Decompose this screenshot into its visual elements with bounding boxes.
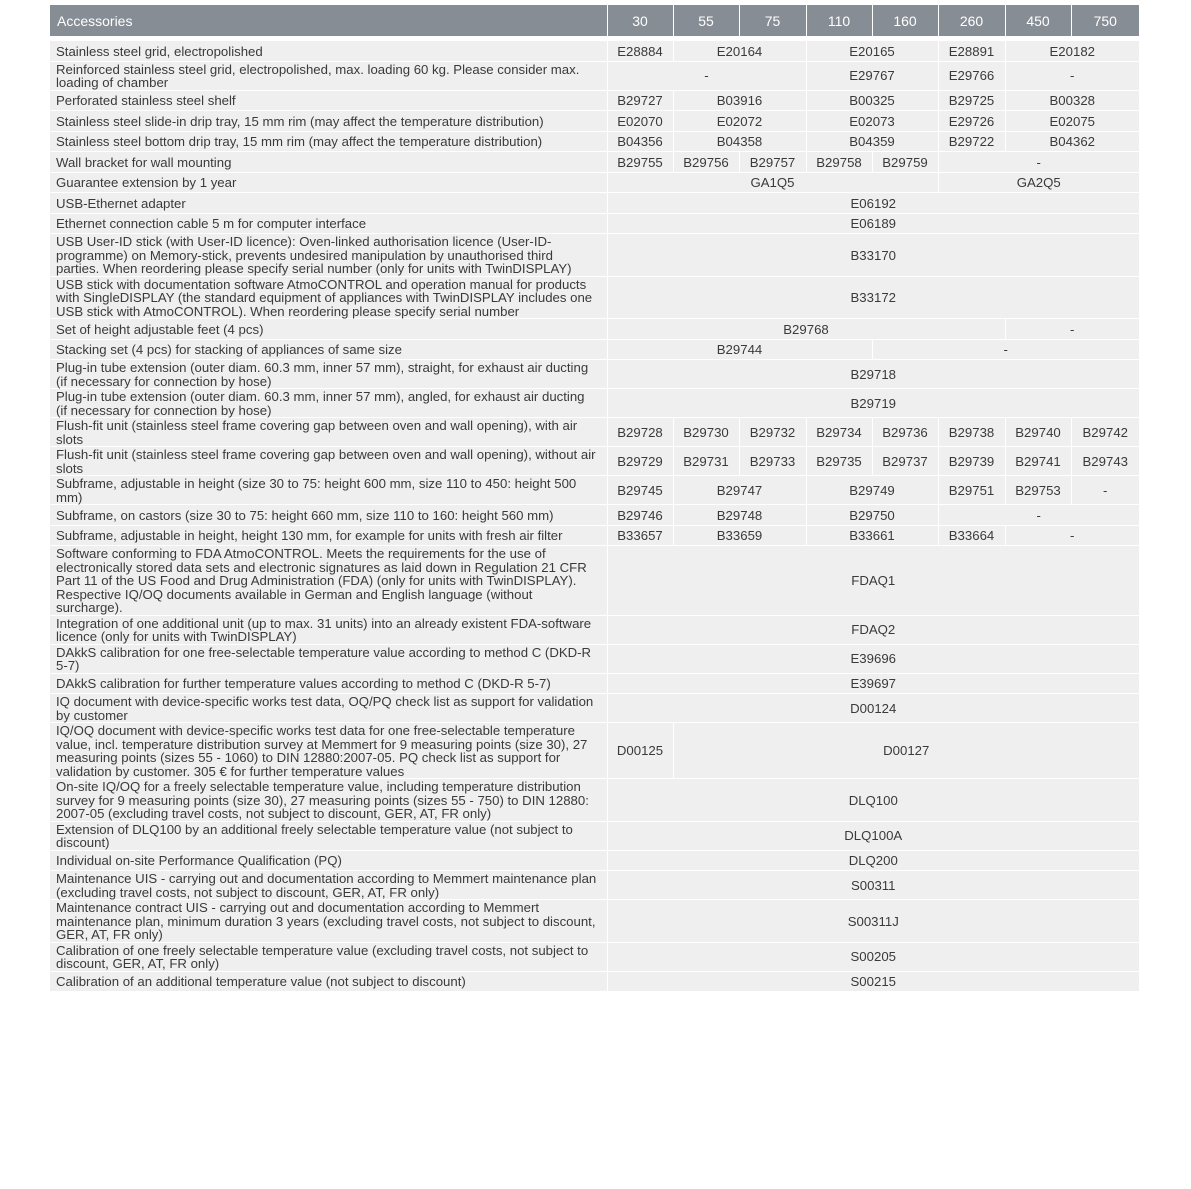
article-number-cell: B29730 bbox=[673, 418, 739, 447]
size-header-750: 750 bbox=[1071, 5, 1139, 36]
table-row bbox=[50, 694, 1139, 723]
accessory-description: Calibration of one freely selectable temperature value (excluding travel costs, not subject to discount, GER, AT, FR only) bbox=[50, 942, 607, 971]
accessories-table bbox=[50, 5, 1139, 992]
size-header-260: 260 bbox=[938, 5, 1005, 36]
article-number-cell: E39697 bbox=[607, 673, 1139, 694]
article-number-cell: B33664 bbox=[938, 525, 1005, 546]
article-number-cell: E06192 bbox=[607, 193, 1139, 214]
article-number-cell: B33659 bbox=[673, 525, 806, 546]
article-number-cell: B29757 bbox=[739, 152, 806, 173]
table-row bbox=[50, 193, 1139, 214]
article-number-cell: B29729 bbox=[607, 447, 673, 476]
article-number-cell: GA1Q5 bbox=[607, 172, 938, 193]
table-row bbox=[50, 546, 1139, 616]
table-row bbox=[50, 339, 1139, 360]
table-row bbox=[50, 850, 1139, 871]
table-row bbox=[50, 360, 1139, 389]
accessory-description: Subframe, on castors (size 30 to 75: height 660 mm, size 110 to 160: height 560 mm) bbox=[50, 505, 607, 526]
article-number-cell: B29725 bbox=[938, 90, 1005, 111]
table-row bbox=[50, 821, 1139, 850]
table-row bbox=[50, 505, 1139, 526]
table-row bbox=[50, 319, 1139, 340]
article-number-cell: B29732 bbox=[739, 418, 806, 447]
size-header-30: 30 bbox=[607, 5, 673, 36]
table-row bbox=[50, 942, 1139, 971]
table-header bbox=[50, 5, 1139, 41]
accessory-description: Flush-fit unit (stainless steel frame covering gap between oven and wall opening), with air slots bbox=[50, 418, 607, 447]
table-row bbox=[50, 900, 1139, 943]
article-number-cell: - bbox=[607, 61, 806, 90]
article-number-cell: E02070 bbox=[607, 111, 673, 132]
article-number-cell: - bbox=[938, 505, 1139, 526]
table-row bbox=[50, 61, 1139, 90]
table-row bbox=[50, 172, 1139, 193]
accessory-description: Flush-fit unit (stainless steel frame covering gap between oven and wall opening), without air slots bbox=[50, 447, 607, 476]
accessory-description: Integration of one additional unit (up to max. 31 units) into an already existent FDA-software licence (only for units with TwinDISPLAY) bbox=[50, 615, 607, 644]
accessory-description: Wall bracket for wall mounting bbox=[50, 152, 607, 173]
table-row bbox=[50, 779, 1139, 822]
article-number-cell: B29744 bbox=[607, 339, 872, 360]
accessory-description: Ethernet connection cable 5 m for computer interface bbox=[50, 213, 607, 234]
table-row bbox=[50, 644, 1139, 673]
table-row bbox=[50, 213, 1139, 234]
article-number-cell: E02073 bbox=[806, 111, 938, 132]
article-number-cell: B29753 bbox=[1005, 476, 1071, 505]
article-number-cell: B29756 bbox=[673, 152, 739, 173]
table-row bbox=[50, 525, 1139, 546]
article-number-cell: E29726 bbox=[938, 111, 1005, 132]
accessory-description: Subframe, adjustable in height, height 130 mm, for example for units with fresh air filter bbox=[50, 525, 607, 546]
article-number-cell: B29733 bbox=[739, 447, 806, 476]
article-number-cell: B00325 bbox=[806, 90, 938, 111]
article-number-cell: B33657 bbox=[607, 525, 673, 546]
article-number-cell: B33661 bbox=[806, 525, 938, 546]
accessory-description: USB-Ethernet adapter bbox=[50, 193, 607, 214]
article-number-cell: B29722 bbox=[938, 131, 1005, 152]
article-number-cell: - bbox=[938, 152, 1139, 173]
accessory-description: Maintenance UIS - carrying out and documentation according to Memmert maintenance plan (excluding travel costs, not subject to discount, GER, AT, FR only) bbox=[50, 871, 607, 900]
table-row bbox=[50, 152, 1139, 173]
article-number-cell: B04358 bbox=[673, 131, 806, 152]
article-number-cell: E20164 bbox=[673, 41, 806, 62]
article-number-cell: B29747 bbox=[673, 476, 806, 505]
article-number-cell: E20165 bbox=[806, 41, 938, 62]
accessory-description: IQ document with device-specific works test data, OQ/PQ check list as support for validation by customer bbox=[50, 694, 607, 723]
article-number-cell: B29741 bbox=[1005, 447, 1071, 476]
table-row bbox=[50, 276, 1139, 319]
article-number-cell: D00124 bbox=[607, 694, 1139, 723]
accessory-description: Reinforced stainless steel grid, electropolished, max. loading 60 kg. Please consider max. loading of chamber bbox=[50, 61, 607, 90]
article-number-cell: DLQ100 bbox=[607, 779, 1139, 822]
header-title: Accessories bbox=[50, 5, 607, 36]
accessory-description: Set of height adjustable feet (4 pcs) bbox=[50, 319, 607, 340]
accessory-description: Plug-in tube extension (outer diam. 60.3 mm, inner 57 mm), straight, for exhaust air ducting (if necessary for connection by hose) bbox=[50, 360, 607, 389]
table-row bbox=[50, 723, 1139, 779]
article-number-cell: B29759 bbox=[872, 152, 938, 173]
table-row bbox=[50, 234, 1139, 277]
article-number-cell: B29719 bbox=[607, 389, 1139, 418]
article-number-cell: B29738 bbox=[938, 418, 1005, 447]
table-row bbox=[50, 131, 1139, 152]
accessory-description: Subframe, adjustable in height (size 30 to 75: height 600 mm, size 110 to 450: height 500 mm) bbox=[50, 476, 607, 505]
article-number-cell: B29739 bbox=[938, 447, 1005, 476]
accessory-description: DAkkS calibration for further temperature values according to method C (DKD-R 5-7) bbox=[50, 673, 607, 694]
article-number-cell: B29751 bbox=[938, 476, 1005, 505]
article-number-cell: - bbox=[1005, 525, 1139, 546]
article-number-cell: S00205 bbox=[607, 942, 1139, 971]
article-number-cell: B33172 bbox=[607, 276, 1139, 319]
accessory-description: Stainless steel bottom drip tray, 15 mm rim (may affect the temperature distribution) bbox=[50, 131, 607, 152]
size-header-55: 55 bbox=[673, 5, 739, 36]
size-header-110: 110 bbox=[806, 5, 872, 36]
article-number-cell: B29731 bbox=[673, 447, 739, 476]
article-number-cell: B04359 bbox=[806, 131, 938, 152]
article-number-cell: B29750 bbox=[806, 505, 938, 526]
size-header-75: 75 bbox=[739, 5, 806, 36]
article-number-cell: B04356 bbox=[607, 131, 673, 152]
accessory-description: Calibration of an additional temperature value (not subject to discount) bbox=[50, 971, 607, 992]
table-row bbox=[50, 111, 1139, 132]
article-number-cell: B29727 bbox=[607, 90, 673, 111]
accessory-description: Perforated stainless steel shelf bbox=[50, 90, 607, 111]
table-row bbox=[50, 41, 1139, 62]
article-number-cell: E29766 bbox=[938, 61, 1005, 90]
article-number-cell: B29743 bbox=[1071, 447, 1139, 476]
accessory-description: USB User-ID stick (with User-ID licence): Oven-linked authorisation licence (User-ID-programme) on Memory-stick, prevents undesired manipulation by unauthorised third parties. When reordering please specify serial number (only for units with TwinDISPLAY) bbox=[50, 234, 607, 277]
article-number-cell: GA2Q5 bbox=[938, 172, 1139, 193]
article-number-cell: FDAQ2 bbox=[607, 615, 1139, 644]
article-number-cell: S00311J bbox=[607, 900, 1139, 943]
article-number-cell: B29735 bbox=[806, 447, 872, 476]
article-number-cell: - bbox=[1005, 61, 1139, 90]
article-number-cell: B29736 bbox=[872, 418, 938, 447]
article-number-cell: E29767 bbox=[806, 61, 938, 90]
article-number-cell: B04362 bbox=[1005, 131, 1139, 152]
article-number-cell: E06189 bbox=[607, 213, 1139, 234]
size-header-160: 160 bbox=[872, 5, 938, 36]
article-number-cell: E20182 bbox=[1005, 41, 1139, 62]
article-number-cell: B33170 bbox=[607, 234, 1139, 277]
article-number-cell: B29768 bbox=[607, 319, 1005, 340]
article-number-cell: DLQ200 bbox=[607, 850, 1139, 871]
article-number-cell: B29728 bbox=[607, 418, 673, 447]
accessory-description: Maintenance contract UIS - carrying out and documentation according to Memmert maintenance plan, minimum duration 3 years (excluding travel costs, not subject to discount, GER, AT, FR only) bbox=[50, 900, 607, 943]
accessory-description: Plug-in tube extension (outer diam. 60.3 mm, inner 57 mm), angled, for exhaust air ducting (if necessary for connection by hose) bbox=[50, 389, 607, 418]
article-number-cell: B29749 bbox=[806, 476, 938, 505]
accessory-description: Individual on-site Performance Qualification (PQ) bbox=[50, 850, 607, 871]
size-header-450: 450 bbox=[1005, 5, 1071, 36]
article-number-cell: B00328 bbox=[1005, 90, 1139, 111]
article-number-cell: E28891 bbox=[938, 41, 1005, 62]
article-number-cell: B29755 bbox=[607, 152, 673, 173]
table-row bbox=[50, 447, 1139, 476]
article-number-cell: B29734 bbox=[806, 418, 872, 447]
article-number-cell: B29742 bbox=[1071, 418, 1139, 447]
accessory-description: Stainless steel slide-in drip tray, 15 mm rim (may affect the temperature distribution) bbox=[50, 111, 607, 132]
article-number-cell: S00215 bbox=[607, 971, 1139, 992]
header-row bbox=[50, 5, 1139, 36]
table-row bbox=[50, 673, 1139, 694]
article-number-cell: - bbox=[872, 339, 1139, 360]
article-number-cell: FDAQ1 bbox=[607, 546, 1139, 616]
table-row bbox=[50, 90, 1139, 111]
table-row bbox=[50, 418, 1139, 447]
table-body bbox=[50, 41, 1139, 992]
article-number-cell: B03916 bbox=[673, 90, 806, 111]
article-number-cell: E39696 bbox=[607, 644, 1139, 673]
article-number-cell: E28884 bbox=[607, 41, 673, 62]
article-number-cell: E02075 bbox=[1005, 111, 1139, 132]
article-number-cell: B29718 bbox=[607, 360, 1139, 389]
article-number-cell: - bbox=[1005, 319, 1139, 340]
article-number-cell: B29740 bbox=[1005, 418, 1071, 447]
accessory-description: Guarantee extension by 1 year bbox=[50, 172, 607, 193]
article-number-cell: B29748 bbox=[673, 505, 806, 526]
table-row bbox=[50, 871, 1139, 900]
accessory-description: Extension of DLQ100 by an additional freely selectable temperature value (not subject to discount) bbox=[50, 821, 607, 850]
article-number-cell: B29758 bbox=[806, 152, 872, 173]
accessory-description: Stainless steel grid, electropolished bbox=[50, 41, 607, 62]
accessory-description: Software conforming to FDA AtmoCONTROL. Meets the requirements for the use of electronically stored data sets and electronic signatures as laid down in Regulation 21 CFR Part 11 of the US Food and Drug Administration (FDA) (only for units with TwinDISPLAY). Respective IQ/OQ documents available in German and English language (without surcharge). bbox=[50, 546, 607, 616]
article-number-cell: B29737 bbox=[872, 447, 938, 476]
table-row bbox=[50, 476, 1139, 505]
article-number-cell: B29746 bbox=[607, 505, 673, 526]
article-number-cell: D00125 bbox=[607, 723, 673, 779]
table-row bbox=[50, 389, 1139, 418]
accessory-description: DAkkS calibration for one free-selectable temperature value according to method C (DKD-R 5-7) bbox=[50, 644, 607, 673]
table-row bbox=[50, 615, 1139, 644]
accessory-description: IQ/OQ document with device-specific works test data for one free-selectable temperature value, incl. temperature distribution survey at Memmert for 9 measuring points (size 30), 27 measuring points (sizes 55 - 1060) to DIN 12880:2007-05. PQ check list as support for validation by customer. 305 € for further temperature values bbox=[50, 723, 607, 779]
accessories-table-container bbox=[50, 5, 1139, 992]
article-number-cell: D00127 bbox=[673, 723, 1139, 779]
table-row bbox=[50, 971, 1139, 992]
article-number-cell: B29745 bbox=[607, 476, 673, 505]
article-number-cell: DLQ100A bbox=[607, 821, 1139, 850]
accessory-description: USB stick with documentation software AtmoCONTROL and operation manual for products with SingleDISPLAY (the standard equipment of appliances with TwinDISPLAY includes one USB stick with AtmoCONTROL). When reordering please specify serial number bbox=[50, 276, 607, 319]
article-number-cell: S00311 bbox=[607, 871, 1139, 900]
article-number-cell: E02072 bbox=[673, 111, 806, 132]
accessory-description: Stacking set (4 pcs) for stacking of appliances of same size bbox=[50, 339, 607, 360]
article-number-cell: - bbox=[1071, 476, 1139, 505]
accessory-description: On-site IQ/OQ for a freely selectable temperature value, including temperature distribution survey for 9 measuring points (size 30), 27 measuring points (sizes 55 - 750) to DIN 12880: 2007-05 (excluding travel costs, not subject to discount, GER, AT, FR only) bbox=[50, 779, 607, 822]
